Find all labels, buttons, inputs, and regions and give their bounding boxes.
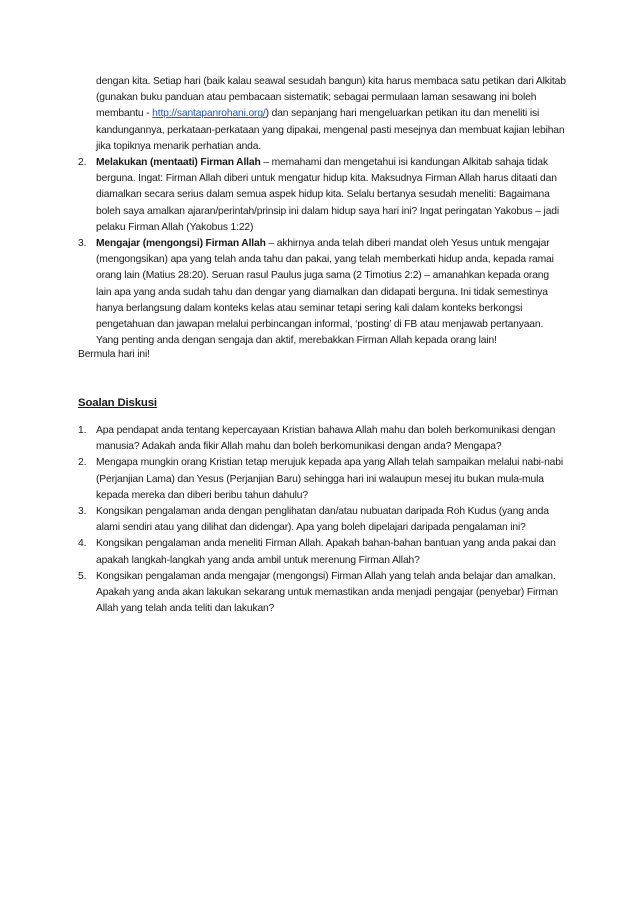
steps-list [78,155,566,349]
step-lead: Melakukan (mentaati) Firman Allah [96,157,261,168]
discussion-heading: Soalan Diskusi [78,397,157,409]
question-text: Kongsikan pengalaman anda meneliti Firman Allah. Apakah bahan-bahan bantuan yang anda pakai dan apakah langkah-langkah yang anda ambil untuk merenung Firman Allah? [96,538,556,566]
continuation-text-after-link: ) dan sepanjang hari mengeluarkan petikan itu dan meneliti isi kandungannya, perkataan-perkataan yang dipakai, mengenal pasti mesejnya dan membuat kajian lebihan jika topiknya menarik perhatian anda. [96,108,565,152]
question-text: Kongsikan pengalaman anda dengan penglihatan dan/atau nubuatan daripada Roh Kudus (yang anda alami sendiri atau yang dilihat dan didengar). Apa yang boleh dipelajari daripada pengalaman ini? [96,506,549,534]
question-number: 5. [78,570,87,582]
step-lead: Mengajar (mengongsi) Firman Allah [96,238,266,250]
list-item [78,569,566,618]
step-number: 3. [78,238,87,250]
discussion-questions-list [78,423,566,617]
question-text: Kongsikan pengalaman anda mengajar (mengongsi) Firman Allah yang telah anda belajar dan amalkan. Apakah yang anda akan lakukan sekarang untuk memastikan anda menjadi pengajar (penyebar) Firman Allah yang telah anda teliti dan lakukan? [96,570,558,615]
question-number: 3. [78,506,87,518]
step-text: – akhirnya anda telah diberi mandat oleh Yesus untuk mengajar (mengongsikan) apa yang telah anda tahu dan pakai, yang telah memberkati hidup anda, kepada ramai orang lain (Matius 28:20). Seruan rasul Paulus juga sama (2 Timotius 2:2) – amanahkan kepada orang lain apa yang anda sudah tahu dan dengar yang diamalkan dan didapati berguna. Ini tidak semestinya hanya berlangsung dalam konteks kelas atau seminar tetapi sering kali dalam konteks berkongsi pengetahuan dan jawapan melalui perbincangan informal, ‘posting’ di FB atau menjawab pertanyaan. Yang penting anda dengan sengaja dan aktif, merebakkan Firman Allah kepada orang lain! [96,238,554,347]
step-number: 2. [78,157,87,168]
step-text: – memahami dan mengetahui isi kandungan Alkitab sahaja tidak berguna. Ingat: Firman Allah diberi untuk mengatur hidup kita. Maksudnya Firman Allah harus ditaati dan diamalkan secara serius dalam semua aspek hidup kita. Selalu bertanya sesudah meneliti: Bagaimana boleh saya amalkan ajaran/perintah/prinsip ini dalam hidup saya hari ini? Ingat peringatan Yakobus – jadi pelaku Firman Allah (Yakobus 1:22) [96,157,559,233]
question-number: 1. [78,425,87,436]
list-item [78,536,566,568]
santapanrohani-link[interactable]: http://santapanrohani.org/ [152,108,266,120]
step-1-continuation [96,74,566,155]
list-item [78,423,566,455]
list-item [78,455,566,504]
question-text: Mengapa mungkin orang Kristian tetap merujuk kepada apa yang Allah telah sampaikan melalui nabi-nabi (Perjanjian Lama) dan Yesus (Perjanjian Baru) sehingga hari ini walaupun mesej itu bukan mula-mula kepada mereka dan diberi beribu tahun dahulu? [96,457,563,501]
closing-line: Bermula hari ini! [78,349,150,360]
list-item [78,155,566,236]
list-item [78,236,566,349]
question-number: 4. [78,538,87,550]
question-text: Apa pendapat anda tentang kepercayaan Kristian bahawa Allah mahu dan boleh berkomunikasi dengan manusia? Adakah anda fikir Allah mahu dan boleh berkomunikasi dengan anda? Mengapa? [96,425,556,453]
question-number: 2. [78,457,87,469]
list-item [78,504,566,536]
continuation-text-before-link: dengan kita. Setiap hari (baik kalau seawal sesudah bangun) kita harus membaca satu petikan dari Alkitab (gunakan buku panduan atau pembacaan sistematik; sebagai permulaan laman sesawang ini boleh membantu - [96,76,566,120]
